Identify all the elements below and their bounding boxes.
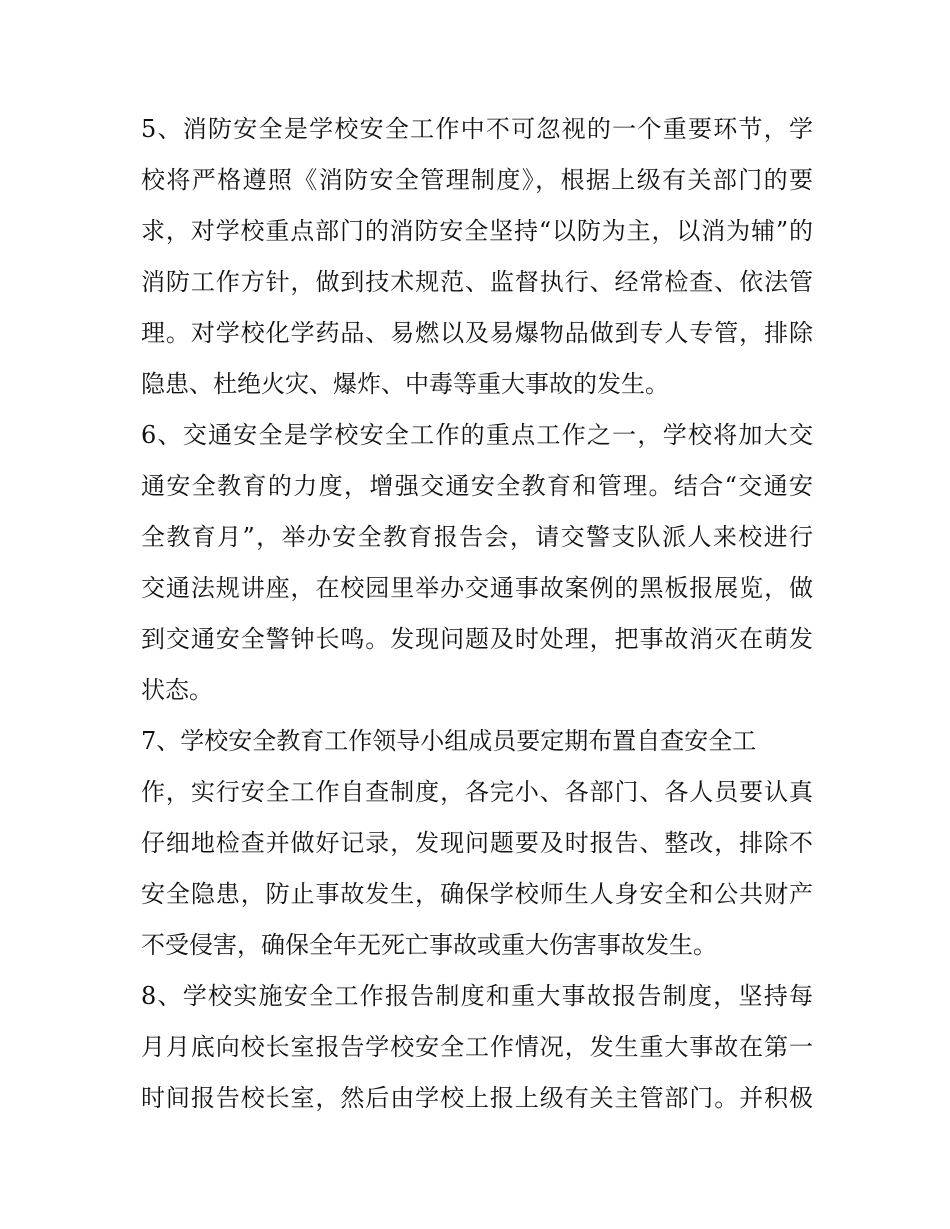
text-line: 全教育月”，举办安全教育报告会，请交警支队派人来校进行 <box>141 523 813 551</box>
text-line: 安全隐患，防止事故发生，确保学校师生人身安全和公共财产 <box>141 880 813 908</box>
text-line: 仔细地检查并做好记录，发现问题要及时报告、整改，排除不 <box>141 829 813 857</box>
text-line: 7、学校安全教育工作领导小组成员要定期布置自查安全工 <box>141 727 757 755</box>
text-line: 作，实行安全工作自查制度，各完小、各部门、各人员要认真 <box>141 778 813 806</box>
text-line: 时间报告校长室，然后由学校上报上级有关主管部门。并积极 <box>141 1084 813 1112</box>
text-line: 月月底向校长室报告学校安全工作情况，发生重大事故在第一 <box>141 1033 813 1061</box>
text-line: 到交通安全警钟长鸣。发现问题及时处理，把事故消灭在萌发 <box>141 625 813 653</box>
text-line: 状态。 <box>141 676 213 704</box>
text-line: 校将严格遵照《消防安全管理制度》，根据上级有关部门的要 <box>141 166 813 194</box>
text-line: 消防工作方针，做到技术规范、监督执行、经常检查、依法管 <box>141 268 813 296</box>
document-body <box>141 104 813 1124</box>
text-line: 隐患、杜绝火灾、爆炸、中毒等重大事故的发生。 <box>141 370 669 398</box>
text-line: 求，对学校重点部门的消防安全坚持“以防为主，以消为辅”的 <box>141 217 813 245</box>
text-line: 5、消防安全是学校安全工作中不可忽视的一个重要环节，学 <box>141 115 813 143</box>
text-line: 8、学校实施安全工作报告制度和重大事故报告制度，坚持每 <box>141 982 813 1010</box>
text-line: 通安全教育的力度，增强交通安全教育和管理。结合“交通安 <box>141 472 813 500</box>
text-line: 6、交通安全是学校安全工作的重点工作之一，学校将加大交 <box>141 421 813 449</box>
text-line: 理。对学校化学药品、易燃以及易爆物品做到专人专管，排除 <box>141 319 813 347</box>
text-line: 交通法规讲座，在校园里举办交通事故案例的黑板报展览，做 <box>141 574 813 602</box>
text-line: 不受侵害，确保全年无死亡事故或重大伤害事故发生。 <box>141 931 717 959</box>
